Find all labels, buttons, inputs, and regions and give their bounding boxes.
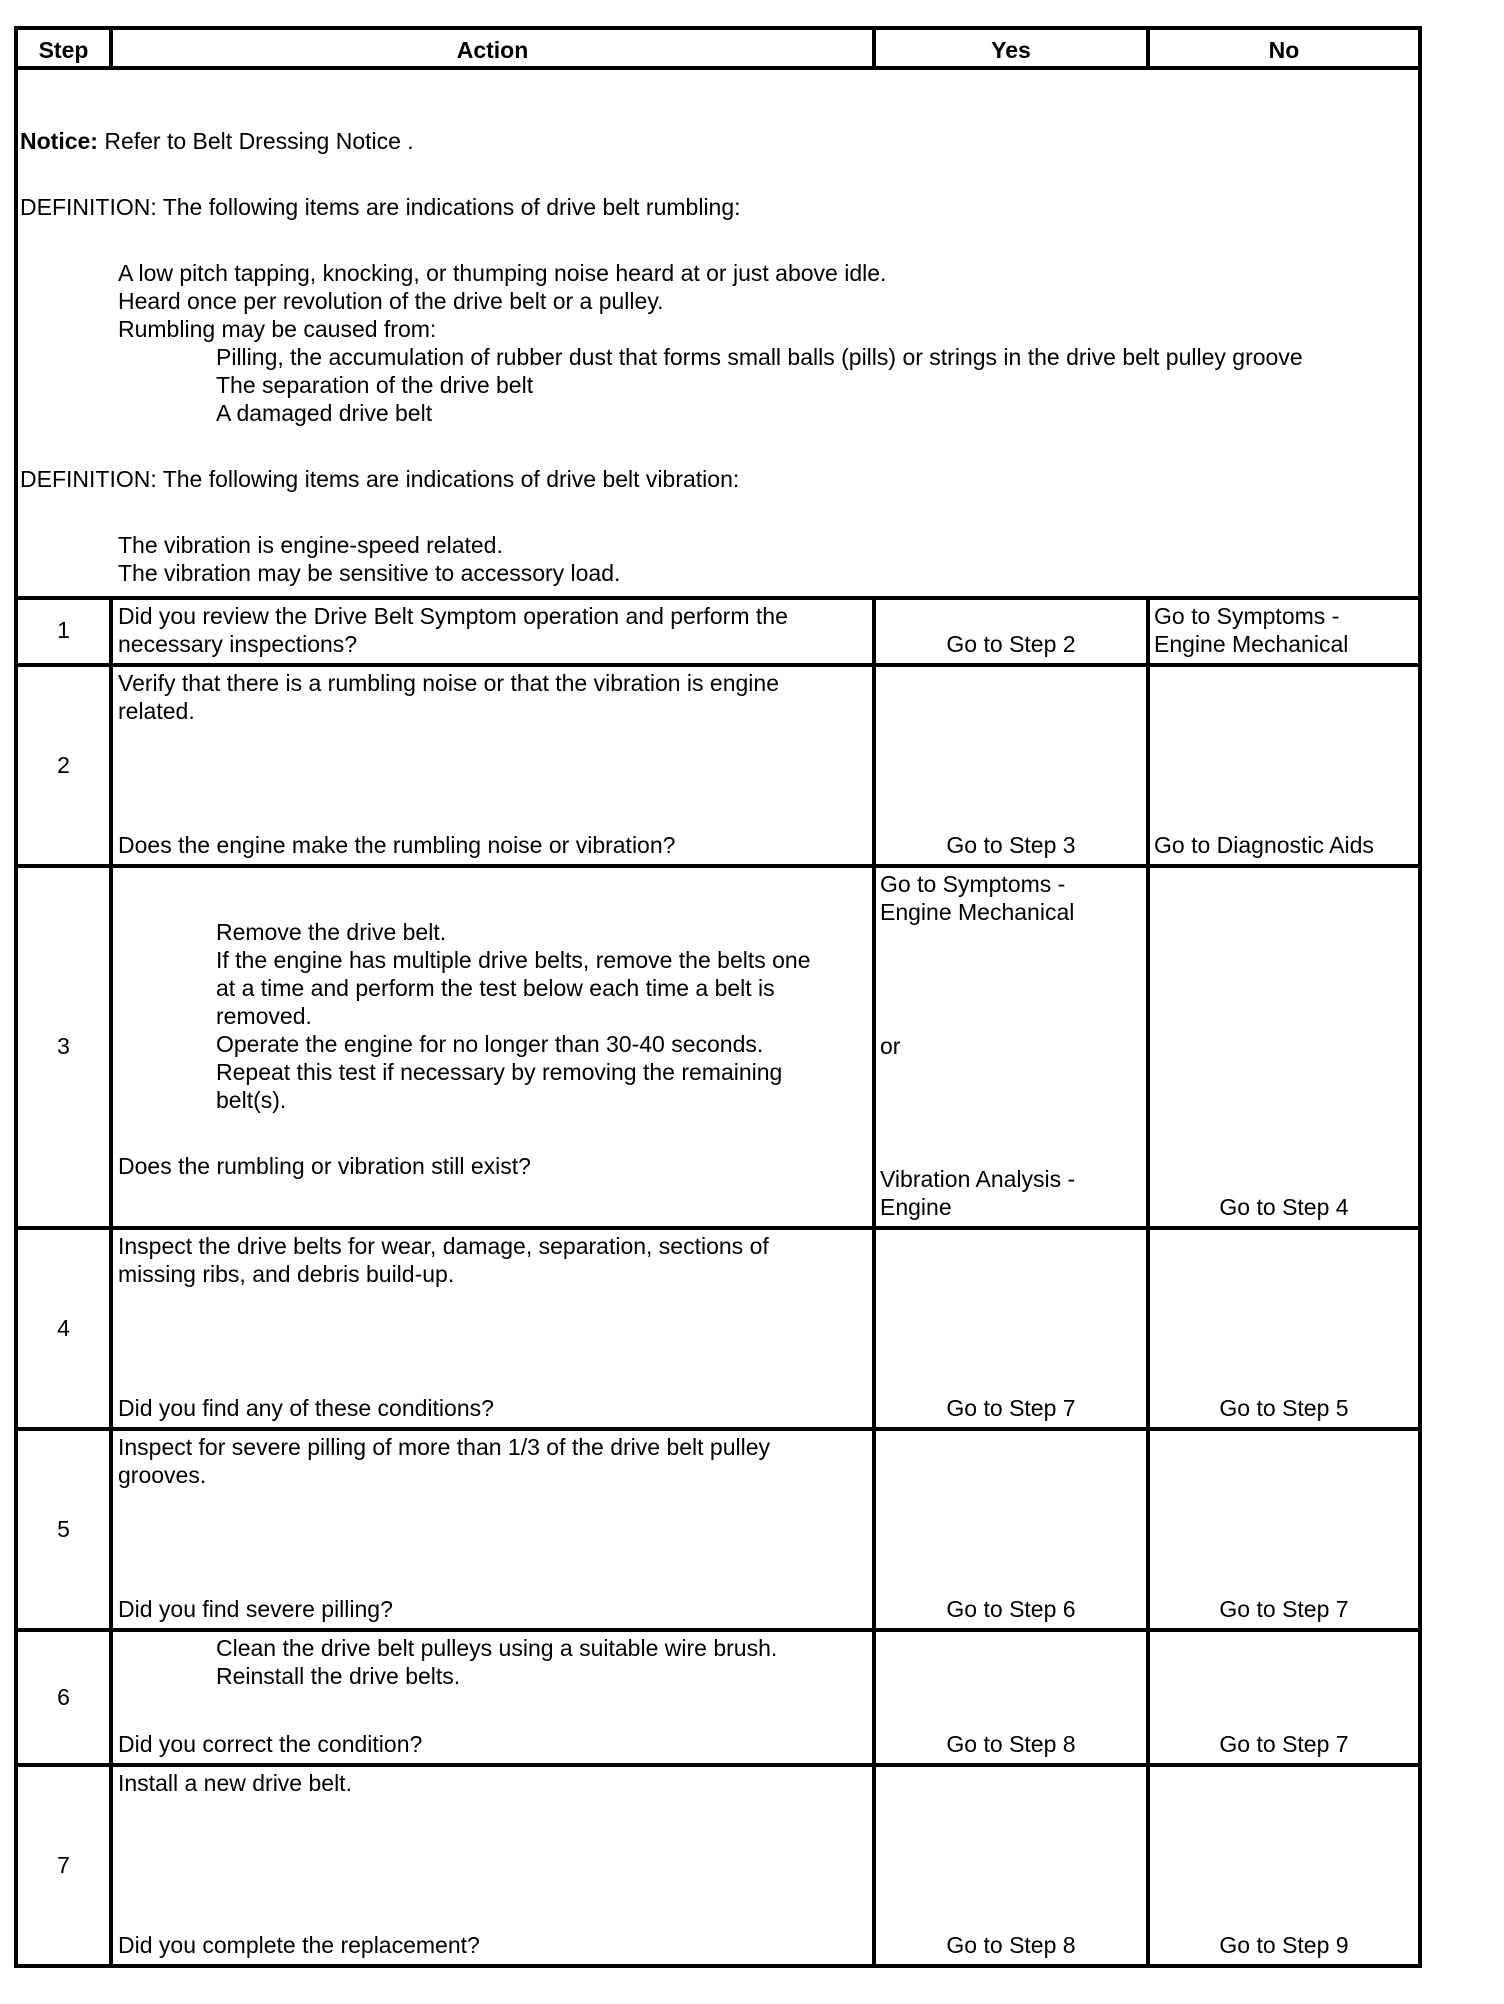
step-number: 6	[57, 1684, 70, 1710]
yes-cell: Engine	[880, 1194, 952, 1220]
divider	[14, 1763, 1422, 1767]
header-no: No	[1268, 37, 1300, 63]
no-cell: Go to Step 4	[1219, 1194, 1349, 1220]
vibration-item: The vibration may be sensitive to accessory load.	[118, 560, 621, 586]
yes-cell: Go to Step 8	[946, 1932, 1076, 1958]
action-text: missing ribs, and debris build-up.	[118, 1261, 455, 1287]
action-text: related.	[118, 698, 195, 724]
step-number: 4	[57, 1315, 70, 1341]
rumble-item: Rumbling may be caused from:	[118, 316, 437, 342]
rumble-item: A low pitch tapping, knocking, or thumping noise heard at or just above idle.	[118, 260, 887, 286]
rumble-item: Heard once per revolution of the drive belt or a pulley.	[118, 288, 664, 314]
notice	[20, 127, 414, 155]
action-text: If the engine has multiple drive belts, remove the belts one	[216, 947, 811, 973]
action-text: Did you review the Drive Belt Symptom operation and perform the	[118, 603, 788, 629]
table-border-right	[1418, 26, 1422, 1968]
diagnostic-table	[14, 26, 1422, 1968]
yes-cell: Go to Step 6	[946, 1596, 1076, 1622]
question-text: Did you complete the replacement?	[118, 1932, 480, 1958]
action-text: belt(s).	[216, 1087, 287, 1113]
divider	[14, 1226, 1422, 1230]
divider	[109, 596, 113, 1966]
no-cell: Go to Step 7	[1219, 1596, 1349, 1622]
action-text: at a time and perform the test below each time a belt is	[216, 975, 775, 1001]
yes-cell: or	[880, 1033, 901, 1059]
action-text: Reinstall the drive belts.	[216, 1663, 461, 1689]
rumble-cause: Pilling, the accumulation of rubber dust that forms small balls (pills) or strings in the drive belt pulley groove	[216, 344, 1303, 370]
divider	[14, 663, 1422, 667]
header-step: Step	[38, 37, 89, 63]
step-number: 3	[57, 1033, 70, 1059]
table-border-bottom	[14, 1964, 1422, 1968]
action-text: grooves.	[118, 1462, 207, 1488]
step-number: 1	[57, 617, 70, 643]
action-text: Verify that there is a rumbling noise or that the vibration is engine	[118, 670, 779, 696]
action-text: Operate the engine for no longer than 30-40 seconds.	[216, 1031, 764, 1057]
definition-rumbling: DEFINITION: The following items are indications of drive belt rumbling:	[20, 194, 741, 220]
vibration-item: The vibration is engine-speed related.	[118, 532, 503, 558]
divider	[14, 1427, 1422, 1431]
rumble-cause: A damaged drive belt	[216, 400, 433, 426]
action-text: Install a new drive belt.	[118, 1770, 352, 1796]
action-text: removed.	[216, 1003, 312, 1029]
divider	[1146, 596, 1150, 1966]
step-number: 2	[57, 752, 70, 778]
question-text: Does the engine make the rumbling noise or vibration?	[118, 832, 676, 858]
yes-cell: Go to Step 8	[946, 1731, 1076, 1757]
no-cell: Go to Step 7	[1219, 1731, 1349, 1757]
no-cell: Engine Mechanical	[1154, 631, 1349, 657]
yes-cell: Engine Mechanical	[880, 899, 1075, 925]
question-text: Does the rumbling or vibration still exist?	[118, 1153, 531, 1179]
action-text: necessary inspections?	[118, 631, 358, 657]
step-number: 5	[57, 1516, 70, 1542]
action-text: Clean the drive belt pulleys using a suitable wire brush.	[216, 1635, 778, 1661]
divider	[14, 596, 1422, 600]
question-text: Did you correct the condition?	[118, 1731, 423, 1757]
action-text: Inspect for severe pilling of more than 1/3 of the drive belt pulley	[118, 1434, 771, 1460]
yes-cell: Vibration Analysis -	[880, 1166, 1076, 1192]
no-cell: Go to Diagnostic Aids	[1154, 832, 1374, 858]
step-number: 7	[57, 1852, 70, 1878]
yes-cell: Go to Step 7	[946, 1395, 1076, 1421]
question-text: Did you find severe pilling?	[118, 1596, 393, 1622]
divider	[872, 596, 876, 1966]
yes-cell: Go to Step 2	[946, 631, 1076, 657]
header-yes: Yes	[991, 37, 1031, 63]
question-text: Did you find any of these conditions?	[118, 1395, 494, 1421]
rumble-cause: The separation of the drive belt	[216, 372, 534, 398]
action-text: Inspect the drive belts for wear, damage, separation, sections of	[118, 1233, 769, 1259]
divider	[14, 1628, 1422, 1632]
divider	[14, 864, 1422, 868]
no-cell: Go to Symptoms -	[1154, 603, 1340, 629]
action-text: Remove the drive belt.	[216, 919, 447, 945]
header-action: Action	[456, 37, 529, 63]
definition-vibration: DEFINITION: The following items are indications of drive belt vibration:	[20, 466, 740, 492]
yes-cell: Go to Symptoms -	[880, 871, 1066, 897]
action-text: Repeat this test if necessary by removing the remaining	[216, 1059, 783, 1085]
notice-label: Notice:	[20, 128, 98, 154]
notice-text: Refer to Belt Dressing Notice .	[97, 128, 414, 154]
no-cell: Go to Step 9	[1219, 1932, 1349, 1958]
no-cell: Go to Step 5	[1219, 1395, 1349, 1421]
yes-cell: Go to Step 3	[946, 832, 1076, 858]
table-border-left	[14, 26, 18, 1968]
